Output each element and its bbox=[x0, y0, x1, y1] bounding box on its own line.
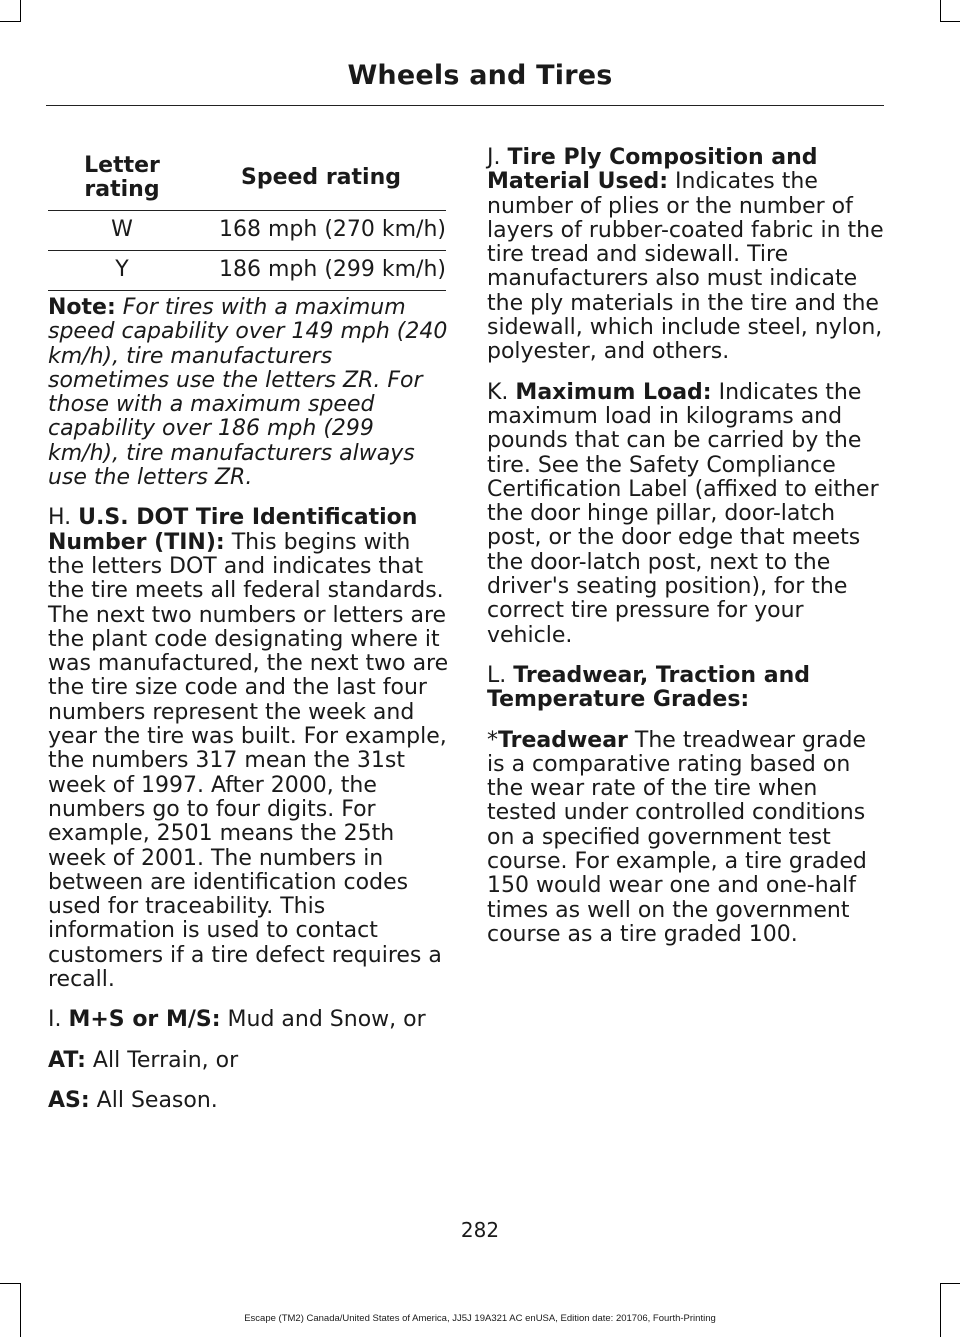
note-paragraph bbox=[48, 296, 450, 490]
all-terrain-paragraph bbox=[48, 1049, 450, 1073]
letter-rating-header: Letter rating bbox=[84, 153, 160, 202]
footer-edition-info: Escape (TM2) Canada/United States of America, JJ5J 19A321 AC enUSA, Edition date: 201706, Fourth-Printing bbox=[244, 1313, 716, 1324]
section-letter: I. bbox=[48, 1007, 62, 1033]
treadwear-title: Treadwear bbox=[498, 727, 628, 753]
crop-mark bbox=[20, 0, 21, 22]
section-text: Mud and Snow, or bbox=[227, 1007, 426, 1033]
speed-rating-table bbox=[48, 146, 446, 291]
section-title: Maximum Load: bbox=[515, 379, 712, 405]
section-letter: J. bbox=[487, 145, 501, 170]
page-title: Wheels and Tires bbox=[347, 60, 613, 91]
crop-mark bbox=[940, 1283, 960, 1284]
right-column bbox=[487, 146, 887, 963]
section-text: Indicates the maximum load in kilograms and pounds that can be carried by the tire. See the Safety Compliance Certification Label (affixed to either the door hinge pillar, door-latch post, or the door edge that meets the door-latch post, next to the driver's seating position), for the correct tire pressure for your vehicle. bbox=[487, 379, 879, 648]
header-divider bbox=[46, 105, 884, 106]
speed-rating-header: Speed rating bbox=[240, 165, 401, 190]
section-title: M+S or M/S: bbox=[68, 1007, 221, 1033]
section-i-paragraph bbox=[48, 1008, 450, 1032]
note-label: Note: bbox=[48, 295, 116, 320]
section-h-paragraph bbox=[48, 506, 450, 992]
speed-cell: 186 mph (299 km/h) bbox=[219, 257, 446, 283]
section-title: U.S. DOT Tire Identification Number (TIN): bbox=[48, 505, 418, 555]
treadwear-prefix: * bbox=[487, 727, 498, 753]
section-text: Indicates the number of plies or the number of layers of rubber-coated fabric in the tire tread and sidewall. Tire manufacturers also must indicate the ply materials in the tire and the sidewall, which include steel, nylon, polyester, and others. bbox=[487, 169, 884, 365]
as-text: All Season. bbox=[96, 1087, 218, 1113]
table-row bbox=[48, 211, 446, 251]
crop-mark bbox=[0, 21, 20, 22]
section-k-paragraph bbox=[487, 381, 887, 648]
at-text: All Terrain, or bbox=[92, 1047, 239, 1073]
left-column bbox=[48, 146, 450, 1129]
crop-mark bbox=[940, 21, 960, 22]
section-letter: K. bbox=[487, 379, 509, 405]
crop-mark bbox=[940, 0, 941, 22]
section-text: This begins with the letters DOT and indicates that the tire meets all federal standards. The next two numbers or letters are the plant code designating where it was manufactured, the next two are the tire size code and the last four numbers represent the week and year the tire was built. For example, the numbers 317 mean the 31st week of 1997. After 2000, the numbers go to four digits. For example, 2501 means the 25th week of 2001. The numbers in between are identification codes used for traceability. This information is used to contact customers if a tire defect requires a recall. bbox=[48, 529, 449, 993]
letter-cell: W bbox=[111, 217, 133, 243]
crop-mark bbox=[0, 1283, 20, 1284]
crop-mark bbox=[940, 1283, 941, 1337]
at-label: AT: bbox=[48, 1047, 86, 1073]
table-header-row bbox=[48, 146, 446, 211]
section-j-paragraph bbox=[487, 146, 887, 365]
section-letter: H. bbox=[48, 505, 72, 531]
section-l-paragraph bbox=[487, 664, 887, 713]
section-title: Tire Ply Composition and Material Used: bbox=[487, 145, 818, 195]
treadwear-paragraph bbox=[487, 729, 887, 948]
as-label: AS: bbox=[48, 1087, 90, 1113]
section-title: Treadwear, Traction and Temperature Grades: bbox=[487, 662, 811, 713]
note-text: For tires with a maximum speed capability over 149 mph (240 km/h), tire manufacturers sometimes use the letters ZR. For those with a maximum speed capability over 186 mph (299 km/h), tire manufacturers always use the letters ZR. bbox=[48, 295, 448, 491]
treadwear-text: The treadwear grade is a comparative rating based on the wear rate of the tire when tested under controlled conditions on a specified government test course. For example, a tire graded 150 would wear one and one-half times as well on the government course as a tire graded 100. bbox=[487, 727, 867, 947]
speed-cell: 168 mph (270 km/h) bbox=[219, 217, 446, 243]
letter-cell: Y bbox=[115, 257, 129, 283]
all-season-paragraph bbox=[48, 1089, 450, 1113]
crop-mark bbox=[20, 1283, 21, 1337]
page-number: 282 bbox=[460, 1218, 500, 1242]
section-letter: L. bbox=[487, 662, 507, 688]
table-row bbox=[48, 251, 446, 291]
